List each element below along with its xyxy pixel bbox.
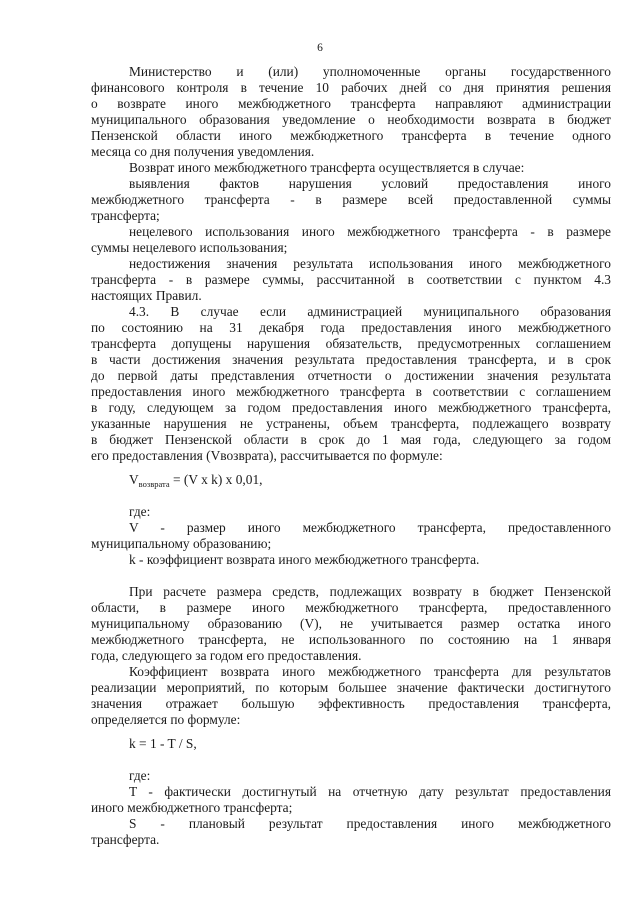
text-line: указанные нарушения не устранены, объем трансферта, подлежащего возврату [91,416,611,431]
text-line: трансферта; [91,208,160,223]
text-line: Пензенской области иного межбюджетного трансферта в течение одного [91,128,611,143]
formula-symbol: V [129,472,139,487]
paragraph-return-cases [91,160,611,176]
text-line: определяется по формуле: [91,712,241,727]
text-line: выявления фактов нарушения условий предоставления иного [129,176,611,191]
paragraph-v-definition [91,520,611,552]
where-label-1 [91,504,611,520]
text-line: финансового контроля в течение 10 рабочих дней со дня принятия решения [91,80,611,95]
text-line: межбюджетного трансферта, не использованного по состоянию на 1 января [91,632,611,647]
text-line: k - коэффициент возврата иного межбюджетного трансферта. [129,552,480,567]
text-line: в году, следующем за годом предоставления иного межбюджетного трансферта, [91,400,611,415]
formula-subscript: возврата [138,479,170,489]
text-line: недостижения значения результата использования иного межбюджетного [129,256,611,271]
text-line: межбюджетного трансферта - в размере всей предоставленной суммы [91,192,611,207]
text-line: реализации мероприятий, по которым большее значение фактически достигнутого [91,680,611,695]
text-line: иного межбюджетного трансферта; [91,800,293,815]
text-line: муниципальному образованию; [91,536,272,551]
text-line: T - фактически достигнутый на отчетную дату результат предоставления [129,784,611,799]
paragraph-calculation [91,584,611,664]
text-line: настоящих Правил. [91,288,202,303]
text-line: предоставления иного межбюджетного трансферта в соответствии с соглашением [91,384,611,399]
text-line: V - размер иного межбюджетного трансферта, предоставленного [129,520,611,535]
text-line: где: [129,504,151,519]
paragraph-4-3 [91,304,611,464]
text-line: в бюджет Пензенской области в срок до 1 мая года, следующего за годом [91,432,611,447]
text-line: трансферта допущены нарушения обязательств, предусмотренных соглашением [91,336,611,351]
text-line: о возврате иного межбюджетного трансферта направляют администрации [91,96,611,111]
paragraph-s-definition [91,816,611,848]
text-line: трансферта. [91,832,160,847]
text-line: года, следующего за годом его предоставления. [91,648,362,663]
text-line: 4.3. В случае если администрацией муниципального образования [129,304,611,319]
formula-return-volume [129,472,263,492]
paragraph-coefficient [91,664,611,728]
text-line: S - плановый результат предоставления иного межбюджетного [129,816,611,831]
formula-expression: = (V x k) x 0,01, [169,472,263,487]
text-line: трансферта - в размере суммы, рассчитанной в соответствии с пунктом 4.3 [91,272,611,287]
paragraph-t-definition [91,784,611,816]
paragraph-k-definition [91,552,611,568]
text-line: суммы нецелевого использования; [91,240,288,255]
paragraph-non-achievement [91,256,611,304]
text-line: в части достижения значения результата предоставления трансферта, и в срок [91,352,611,367]
text-line: При расчете размера средств, подлежащих возврату в бюджет Пензенской [129,584,611,599]
where-label-2 [91,768,611,784]
paragraph-violation [91,176,611,224]
text-line: его предоставления (Vвозврата), рассчитывается по формуле: [91,448,443,463]
text-line: Министерство и (или) уполномоченные органы государственного [129,64,611,79]
paragraph-misuse [91,224,611,256]
formula-coefficient: k = 1 - T / S, [129,736,197,751]
text-line: где: [129,768,151,783]
text-line: месяца со дня получения уведомления. [91,144,315,159]
text-line: Возврат иного межбюджетного трансферта осуществляется в случае: [129,160,525,175]
text-line: муниципального образования уведомление о необходимости возврата в бюджет [91,112,611,127]
paragraph-notification [91,64,611,160]
text-line: области, в размере иного межбюджетного трансферта, предоставленного [91,600,611,615]
text-line: муниципальному образованию (V), не учитывается размер остатка иного [91,616,611,631]
page-number: 6 [317,42,323,54]
text-line: Коэффициент возврата иного межбюджетного трансферта для результатов [129,664,611,679]
text-line: нецелевого использования иного межбюджетного трансферта - в размере [129,224,611,239]
text-line: до первой даты представления отчетности о достижении значения результата [91,368,611,383]
text-line: по состоянию на 31 декабря года предоставления иного межбюджетного [91,320,611,335]
text-line: значения отражает большую эффективность предоставления трансферта, [91,696,611,711]
